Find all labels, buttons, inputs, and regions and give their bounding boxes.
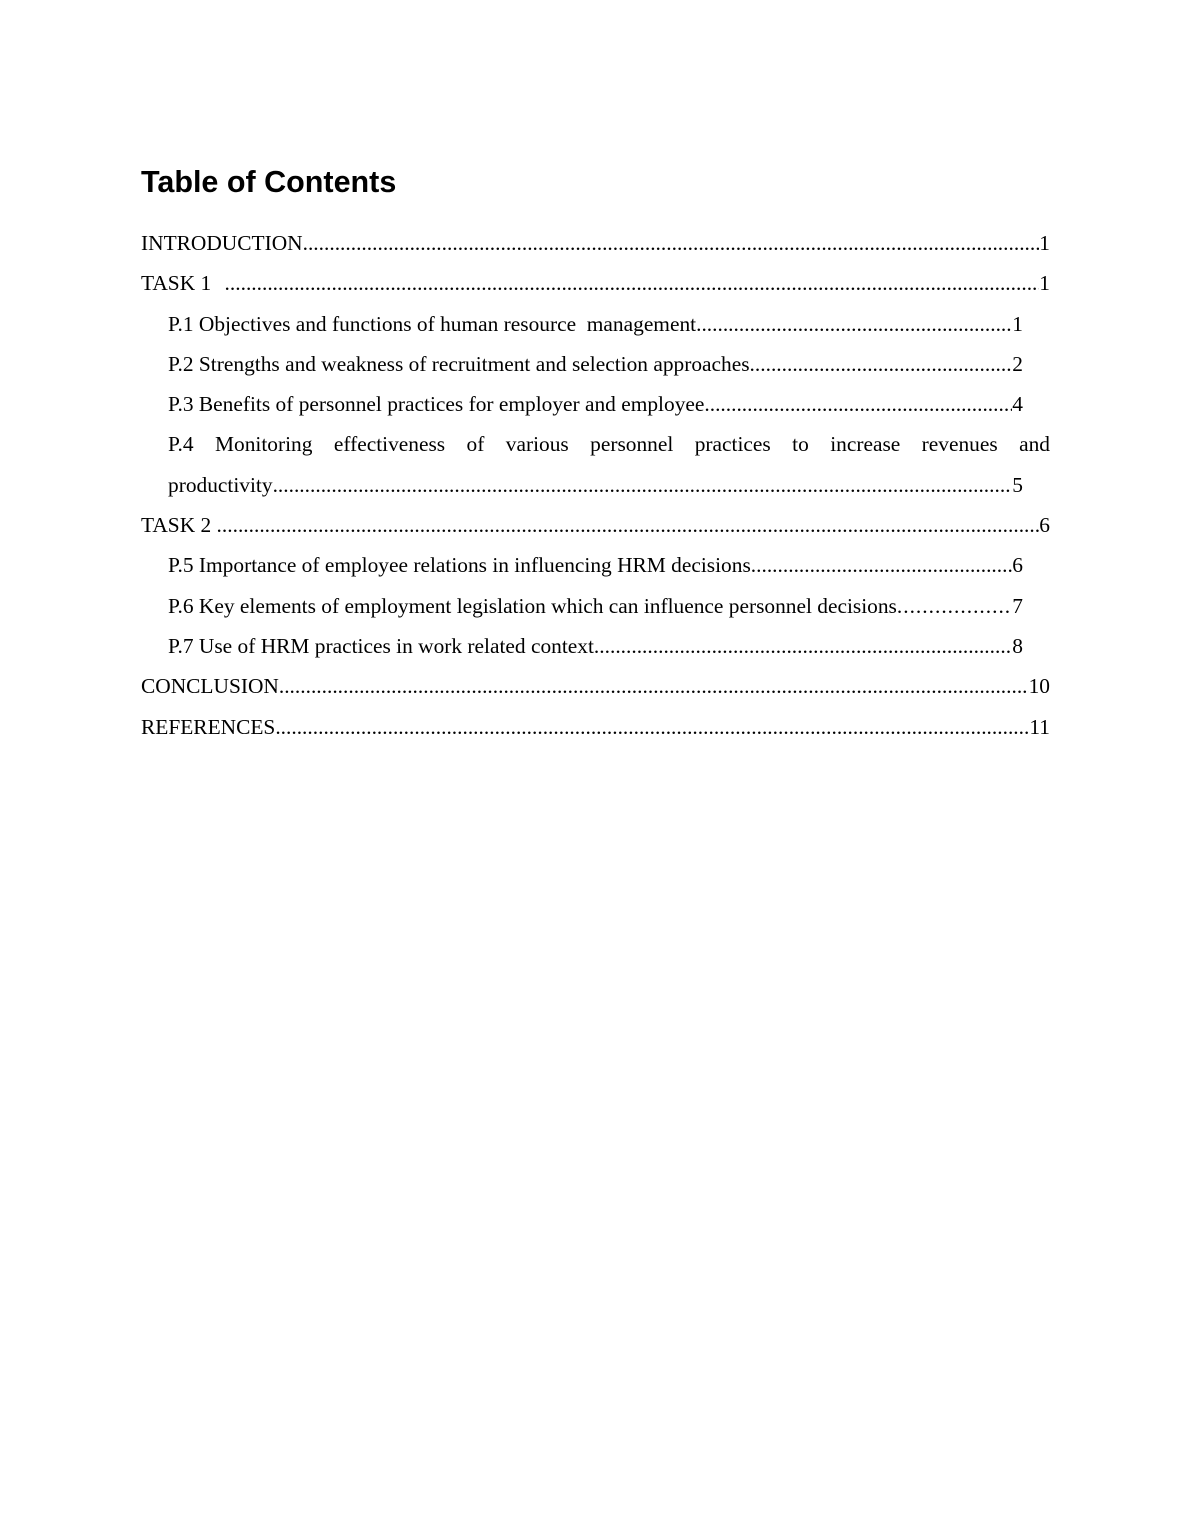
toc-page-number: 6 bbox=[1039, 513, 1050, 538]
toc-entry-label: TASK 1 bbox=[141, 271, 217, 296]
toc-entry-p1[interactable] bbox=[168, 304, 1023, 344]
toc-entry-task-1[interactable] bbox=[141, 263, 1050, 303]
toc-entry-label: INTRODUCTION bbox=[141, 231, 303, 255]
toc-entry-p7[interactable] bbox=[168, 626, 1023, 666]
toc-entry-label: P.7 Use of HRM practices in work related context bbox=[168, 633, 594, 658]
dot-leader bbox=[275, 707, 1029, 747]
dot-leader bbox=[217, 263, 1040, 303]
toc-entry-continuation bbox=[168, 465, 1023, 505]
toc-entry-label: REFERENCES bbox=[141, 714, 276, 739]
toc-entry-label: P.6 Key elements of employment legislation which can influence personnel decisions bbox=[168, 593, 897, 618]
toc-entry-task-2[interactable] bbox=[141, 505, 1050, 545]
toc-page-number: 11 bbox=[1029, 714, 1050, 739]
dot-leader bbox=[303, 223, 1040, 263]
toc-entry-introduction[interactable] bbox=[141, 223, 1050, 263]
toc-entry-label: CONCLUSION bbox=[141, 674, 279, 699]
dot-leader bbox=[594, 626, 1012, 666]
toc-entry-label: P.1 Objectives and functions of human resource management bbox=[168, 311, 697, 336]
toc-entry-label: P.5 Importance of employee relations in influencing HRM decisions bbox=[168, 553, 751, 578]
dot-leader bbox=[704, 384, 1012, 424]
dot-leader bbox=[751, 545, 1013, 585]
toc-page-number: 1 bbox=[1039, 231, 1050, 255]
toc-entry-label: P.3 Benefits of personnel practices for employer and employee bbox=[168, 392, 705, 417]
toc-page-number: 2 bbox=[1012, 351, 1023, 376]
toc-page-number: 6 bbox=[1012, 553, 1023, 578]
toc-entry-p5[interactable] bbox=[168, 545, 1023, 585]
toc-entry-references[interactable] bbox=[141, 707, 1050, 747]
toc-entry-p3[interactable] bbox=[168, 384, 1023, 424]
toc-entry-p6[interactable] bbox=[168, 586, 1023, 626]
toc-page-number: 8 bbox=[1012, 633, 1023, 658]
toc-entry-p4[interactable] bbox=[168, 424, 1050, 505]
toc-entry-label: P.4 Monitoring effectiveness of various personnel practices to increase revenues and bbox=[168, 432, 1050, 457]
dot-leader bbox=[897, 586, 1012, 626]
dot-leader bbox=[217, 505, 1040, 545]
toc-page-number: 7 bbox=[1012, 593, 1023, 618]
dot-leader bbox=[750, 344, 1013, 384]
toc-entry-label: productivity bbox=[168, 472, 273, 497]
toc-page-number: 1 bbox=[1012, 311, 1023, 336]
toc-entry-label: P.2 Strengths and weakness of recruitment and selection approaches bbox=[168, 351, 750, 376]
toc-entry-conclusion[interactable] bbox=[141, 666, 1050, 706]
toc-page-number: 4 bbox=[1012, 392, 1023, 417]
toc-page-number: 1 bbox=[1039, 271, 1050, 296]
toc-page-number: 5 bbox=[1012, 472, 1023, 497]
dot-leader bbox=[279, 666, 1029, 706]
toc-page-number: 10 bbox=[1028, 674, 1050, 699]
table-of-contents bbox=[141, 223, 1050, 747]
dot-leader bbox=[273, 465, 1013, 505]
dot-leader bbox=[696, 304, 1012, 344]
toc-title: Table of Contents bbox=[141, 165, 397, 199]
toc-entry-label: TASK 2 bbox=[141, 513, 217, 538]
toc-entry-p2[interactable] bbox=[168, 344, 1023, 384]
